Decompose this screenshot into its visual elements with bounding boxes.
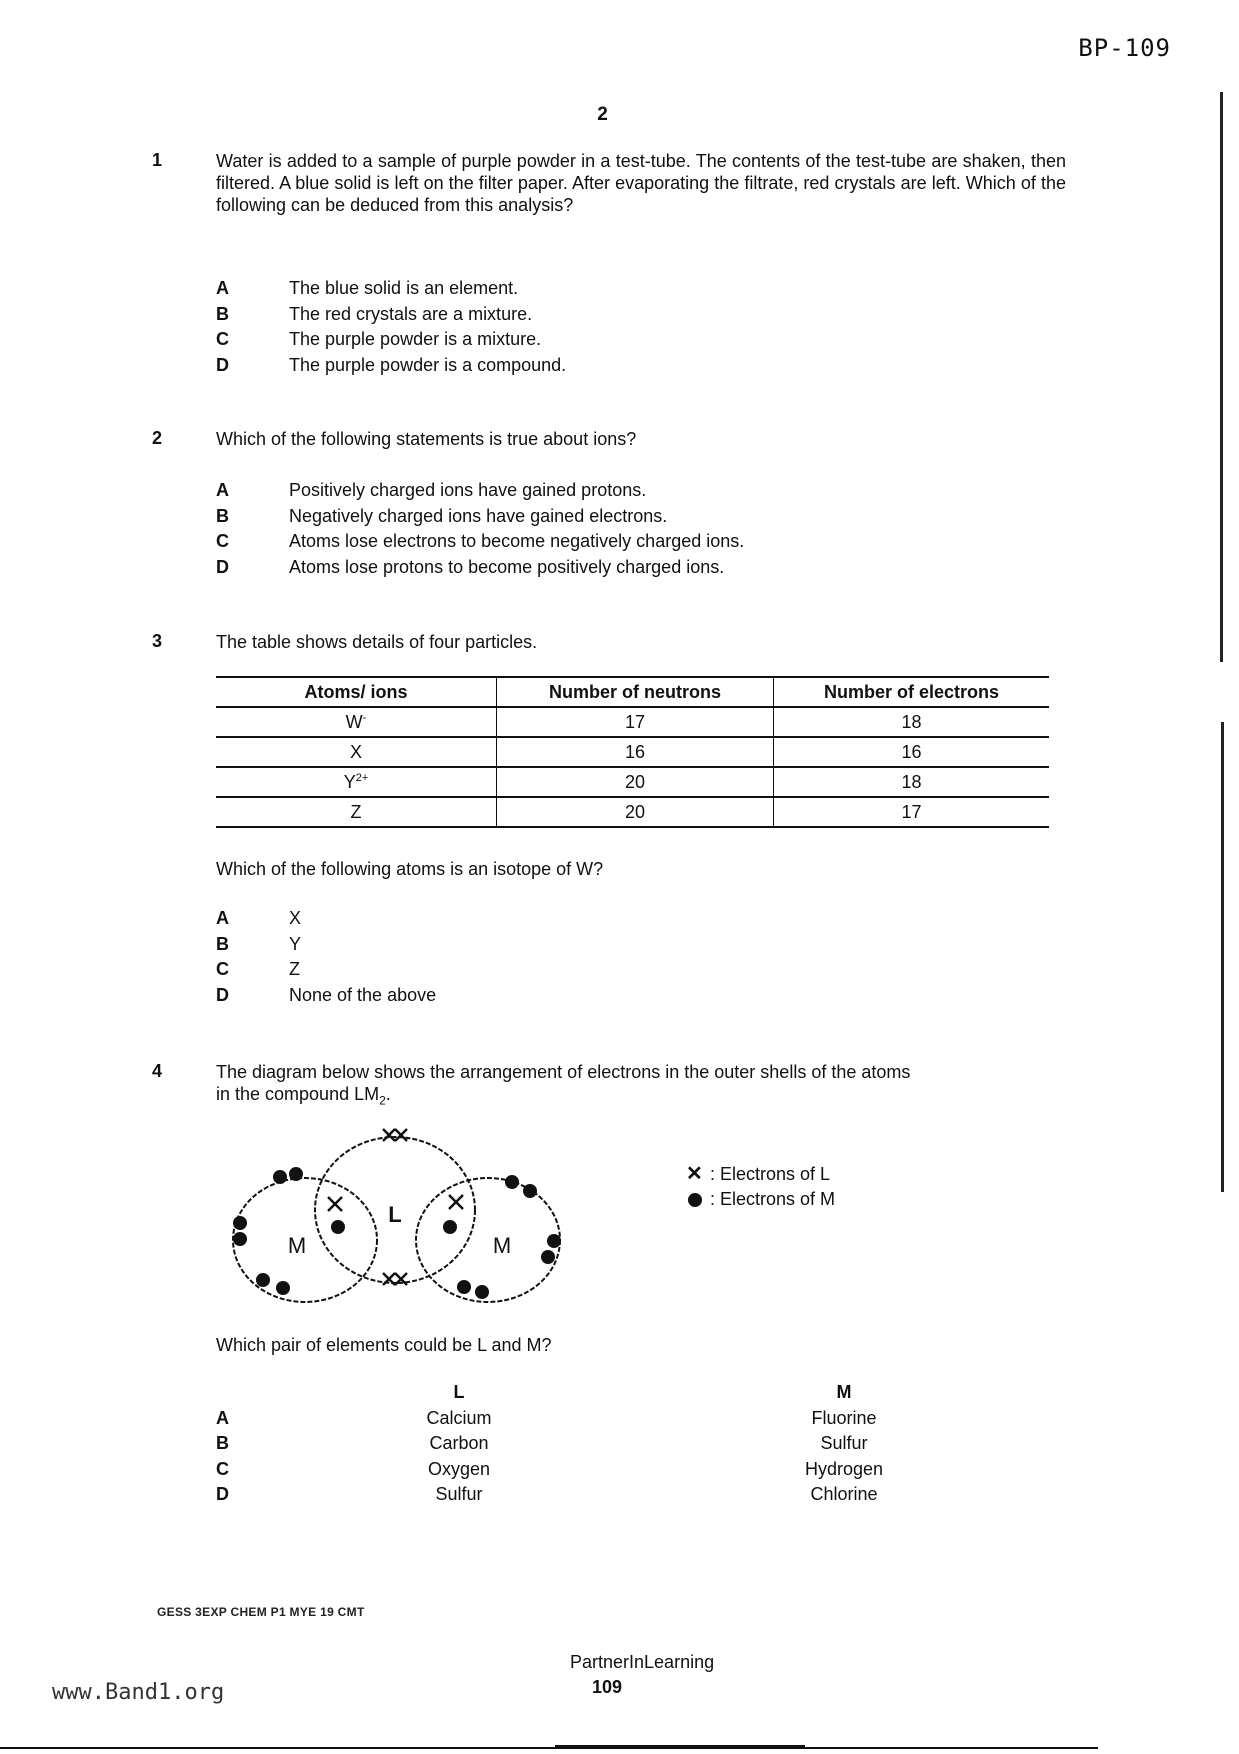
diagram-label-m-right: M	[492, 1233, 512, 1258]
neutrons-cell: 16	[497, 737, 774, 767]
option-a[interactable]	[216, 906, 1016, 932]
element-m: Hydrogen	[804, 1458, 884, 1479]
option-b[interactable]	[216, 302, 1016, 328]
option-letter: D	[216, 556, 229, 577]
option-letter: C	[216, 329, 229, 349]
diagram-label-l: L	[388, 1202, 402, 1227]
page-number: 2	[597, 104, 608, 125]
table-row	[216, 737, 1049, 767]
element-m: Fluorine	[811, 1407, 877, 1428]
particle-charge: -	[362, 711, 367, 724]
scan-edge-line	[1221, 722, 1224, 1192]
exam-code: GESS 3EXP CHEM P1 MYE 19 CMT	[157, 1605, 365, 1619]
option-letter: D	[216, 354, 229, 375]
dot-cross-diagram	[220, 1115, 580, 1315]
question-3-number: 3	[152, 631, 163, 651]
option-text: Y	[289, 933, 302, 954]
table-header-row	[216, 677, 1049, 707]
particle-symbol: Y	[343, 771, 356, 792]
table-row	[216, 707, 1049, 737]
watermark-link[interactable]: www.Band1.org	[52, 1680, 225, 1705]
element-l: Calcium	[426, 1407, 492, 1428]
option-text: The red crystals are a mixture.	[289, 303, 533, 324]
option-text: The blue solid is an element.	[289, 278, 519, 298]
compound-subscript: 2	[379, 1093, 386, 1108]
compound-period: .	[385, 1084, 391, 1104]
cross-icon: ✕	[686, 1163, 703, 1185]
option-a[interactable]	[216, 1406, 1059, 1432]
element-l: Oxygen	[427, 1458, 491, 1479]
option-letter: C	[216, 959, 229, 979]
particle-symbol: Z	[350, 801, 362, 822]
option-letter: B	[216, 933, 229, 954]
legend-colon: :	[710, 1164, 721, 1184]
option-c[interactable]	[216, 957, 1016, 983]
option-letter: A	[216, 278, 229, 298]
question-1-text: Water is added to a sample of purple powder in a test-tube. The contents of the test-tube are shaken, then filtered. A blue solid is left on the filter paper. After evaporating the filtrate, red crystals are left. Which of the following can be deduced from this analysis?	[216, 151, 1066, 215]
scan-edge-line	[1220, 92, 1223, 662]
neutrons-cell: 20	[497, 797, 774, 827]
option-letter: D	[216, 1484, 229, 1504]
header-m: M	[836, 1382, 852, 1402]
option-letter: A	[216, 908, 229, 928]
element-m: Chlorine	[810, 1484, 878, 1504]
dot-icon	[688, 1193, 702, 1207]
element-m: Sulfur	[820, 1433, 868, 1453]
legend-text: Electrons of L	[720, 1164, 831, 1184]
question-3-options	[216, 906, 1016, 1008]
option-text: X	[289, 908, 302, 928]
element-l: Carbon	[429, 1433, 489, 1453]
pairs-header-row	[216, 1380, 1059, 1406]
bottom-divider-thick	[555, 1745, 805, 1749]
option-letter: B	[216, 505, 229, 526]
option-text: The purple powder is a compound.	[289, 354, 567, 375]
option-letter: C	[216, 531, 229, 551]
element-pairs-table	[216, 1380, 1059, 1508]
option-a[interactable]	[216, 478, 1066, 504]
compound-text: in the compound LM	[216, 1084, 380, 1104]
diagram-label-m-left: M	[287, 1233, 307, 1258]
electrons-cell: 18	[774, 707, 1050, 737]
element-l: Sulfur	[435, 1484, 483, 1504]
question-3-text: The table shows details of four particles.	[216, 632, 538, 652]
header-l: L	[453, 1382, 465, 1402]
option-c[interactable]	[216, 1457, 1059, 1483]
table-row	[216, 767, 1049, 797]
option-letter: C	[216, 1458, 229, 1479]
option-text: Positively charged ions have gained protons.	[289, 480, 647, 500]
question-2-number: 2	[152, 428, 163, 448]
option-letter: B	[216, 303, 229, 324]
particle-cell	[216, 767, 497, 797]
option-b[interactable]	[216, 1431, 1059, 1457]
column-header: Number of neutrons	[497, 677, 774, 707]
question-2-options	[216, 478, 1066, 580]
legend-item-m	[686, 1187, 835, 1212]
option-b[interactable]	[216, 504, 1066, 530]
neutrons-cell: 17	[497, 707, 774, 737]
table-row	[216, 797, 1049, 827]
question-2-text: Which of the following statements is true about ions?	[216, 429, 637, 449]
particle-cell	[216, 737, 497, 767]
m-electron-dots	[233, 1167, 561, 1299]
partner-label: PartnerInLearning	[570, 1652, 715, 1672]
electrons-cell: 18	[774, 767, 1050, 797]
footer-page-number: 109	[592, 1677, 623, 1697]
option-d[interactable]	[216, 353, 1016, 379]
bottom-divider	[0, 1747, 1098, 1749]
option-text: Atoms lose electrons to become negatively charged ions.	[289, 531, 745, 551]
question-1-number: 1	[152, 150, 163, 170]
column-header: Number of electrons	[774, 677, 1050, 707]
option-d[interactable]	[216, 1482, 1059, 1508]
option-letter: A	[216, 480, 229, 500]
electrons-cell: 17	[774, 797, 1050, 827]
option-text: None of the above	[289, 984, 437, 1005]
question-4-text	[216, 1061, 1086, 1112]
particles-table	[216, 676, 1049, 828]
option-c[interactable]	[216, 529, 1066, 555]
option-text: Atoms lose protons to become positively charged ions.	[289, 556, 725, 577]
option-c[interactable]	[216, 327, 1016, 353]
option-letter: D	[216, 984, 229, 1005]
right-m-shell	[416, 1178, 560, 1302]
question-4-line2	[216, 1083, 1086, 1112]
legend-colon: :	[710, 1189, 721, 1209]
question-4-line1: The diagram below shows the arrangement of electrons in the outer shells of the atoms	[216, 1062, 911, 1082]
option-text: Negatively charged ions have gained electrons.	[289, 505, 668, 526]
document-code: BP-109	[1078, 34, 1171, 62]
diagram-legend	[686, 1162, 835, 1212]
question-3-subquestion: Which of the following atoms is an isotope of W?	[216, 859, 604, 879]
neutrons-cell: 20	[497, 767, 774, 797]
particle-cell	[216, 797, 497, 827]
electrons-cell: 16	[774, 737, 1050, 767]
legend-text: Electrons of M	[720, 1189, 836, 1209]
option-d[interactable]	[216, 983, 1016, 1009]
option-b[interactable]	[216, 932, 1016, 958]
column-header: Atoms/ ions	[216, 677, 497, 707]
legend-item-l	[686, 1162, 835, 1187]
option-letter: A	[216, 1407, 229, 1428]
option-d[interactable]	[216, 555, 1066, 581]
question-1-options	[216, 276, 1016, 378]
question-4-subquestion: Which pair of elements could be L and M?	[216, 1335, 552, 1355]
option-letter: B	[216, 1433, 229, 1453]
particle-charge: 2+	[355, 771, 369, 784]
option-a[interactable]	[216, 276, 1016, 302]
question-4-number: 4	[152, 1061, 163, 1081]
option-text: Z	[289, 959, 300, 979]
particle-symbol: W	[345, 711, 363, 732]
particle-symbol: X	[349, 741, 362, 762]
option-text: The purple powder is a mixture.	[289, 329, 542, 349]
particle-cell	[216, 707, 497, 737]
